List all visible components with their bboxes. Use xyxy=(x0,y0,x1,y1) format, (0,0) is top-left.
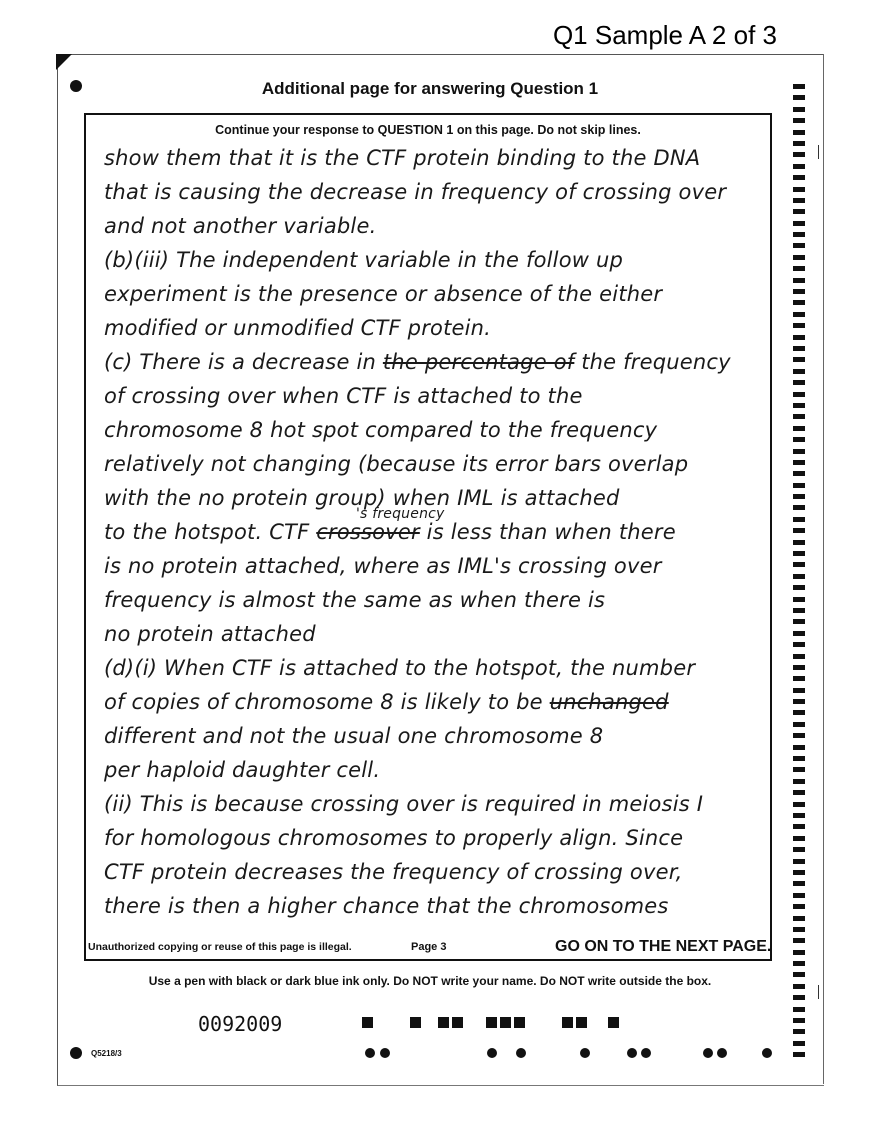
response-text: of copies of chromosome 8 is likely to be xyxy=(104,690,550,714)
timing-mark xyxy=(793,733,805,738)
timing-mark xyxy=(793,824,805,829)
scan-mark xyxy=(410,1017,421,1028)
response-line: there is then a higher chance that the chromosomes xyxy=(104,894,669,918)
timing-mark xyxy=(793,665,805,670)
scan-dot xyxy=(627,1048,637,1058)
timing-mark xyxy=(793,369,805,374)
response-line: with the no protein group) when IML is attached xyxy=(104,486,620,510)
timing-mark xyxy=(793,619,805,624)
timing-mark xyxy=(793,437,805,442)
timing-mark xyxy=(793,187,805,192)
timing-mark xyxy=(793,152,805,157)
timing-mark xyxy=(793,574,805,579)
response-line: show them that it is the CTF protein binding to the DNA xyxy=(104,146,701,170)
response-line: per haploid daughter cell. xyxy=(104,758,381,782)
scan-dot xyxy=(641,1048,651,1058)
timing-mark xyxy=(793,1007,805,1012)
timing-mark xyxy=(793,995,805,1000)
response-line: (b)(iii) The independent variable in the follow up xyxy=(104,248,624,272)
continue-instruction xyxy=(84,123,772,137)
response-line xyxy=(104,350,731,374)
instruction-suffix: on this page. Do not skip lines. xyxy=(453,123,641,137)
timing-mark xyxy=(793,403,805,408)
timing-mark xyxy=(793,881,805,886)
response-line: chromosome 8 hot spot compared to the frequency xyxy=(104,418,658,442)
struck-out-text: the percentage of xyxy=(382,350,575,374)
scan-dot xyxy=(703,1048,713,1058)
timing-mark xyxy=(793,756,805,761)
timing-mark xyxy=(793,585,805,590)
timing-mark xyxy=(793,198,805,203)
timing-mark xyxy=(793,927,805,932)
timing-mark xyxy=(793,175,805,180)
response-line: (d)(i) When CTF is attached to the hotspot, the number xyxy=(104,656,696,680)
response-text: is less than when there xyxy=(419,520,676,544)
corner-registration-mark xyxy=(56,54,72,70)
timing-mark xyxy=(793,802,805,807)
timing-mark xyxy=(793,984,805,989)
copyright-notice: Unauthorized copying or reuse of this page is illegal. xyxy=(88,941,352,953)
scan-mark xyxy=(514,1017,525,1028)
scan-mark xyxy=(438,1017,449,1028)
barcode-number: 0092009 xyxy=(198,1012,283,1036)
timing-mark xyxy=(793,597,805,602)
timing-mark xyxy=(793,972,805,977)
scan-mark xyxy=(608,1017,619,1028)
timing-mark xyxy=(793,426,805,431)
timing-mark xyxy=(793,289,805,294)
response-line: of crossing over when CTF is attached to the xyxy=(104,384,583,408)
timing-mark xyxy=(793,961,805,966)
timing-mark xyxy=(793,141,805,146)
response-line xyxy=(104,520,676,544)
timing-mark xyxy=(793,130,805,135)
scan-dot xyxy=(717,1048,727,1058)
edge-tick xyxy=(818,985,825,999)
scan-mark xyxy=(500,1017,511,1028)
response-line: for homologous chromosomes to properly align. Since xyxy=(104,826,684,850)
scan-dot xyxy=(487,1048,497,1058)
timing-mark xyxy=(793,722,805,727)
timing-mark xyxy=(793,562,805,567)
inserted-text: 's frequency xyxy=(356,506,445,522)
timing-mark xyxy=(793,460,805,465)
response-line xyxy=(104,690,669,714)
timing-mark xyxy=(793,380,805,385)
response-text: (c) There is a decrease in xyxy=(104,350,383,374)
timing-track xyxy=(793,84,805,1064)
response-line: relatively not changing (because its error bars overlap xyxy=(104,452,689,476)
timing-mark xyxy=(793,1018,805,1023)
response-line: different and not the usual one chromosome 8 xyxy=(104,724,604,748)
timing-mark xyxy=(793,859,805,864)
response-line: and not another variable. xyxy=(104,214,377,238)
response-line: is no protein attached, where as IML's crossing over xyxy=(104,554,662,578)
response-line: no protein attached xyxy=(104,622,316,646)
response-line: frequency is almost the same as when there is xyxy=(104,588,606,612)
timing-mark xyxy=(793,483,805,488)
timing-mark xyxy=(793,893,805,898)
timing-mark xyxy=(793,471,805,476)
timing-mark xyxy=(793,1029,805,1034)
timing-mark xyxy=(793,528,805,533)
form-code: Q5218/3 xyxy=(91,1049,122,1058)
timing-mark xyxy=(793,938,805,943)
timing-mark xyxy=(793,790,805,795)
timing-mark xyxy=(793,847,805,852)
timing-mark xyxy=(793,904,805,909)
timing-mark xyxy=(793,688,805,693)
scan-mark xyxy=(562,1017,573,1028)
timing-mark xyxy=(793,1041,805,1046)
timing-mark xyxy=(793,209,805,214)
timing-mark xyxy=(793,916,805,921)
timing-mark xyxy=(793,278,805,283)
timing-mark xyxy=(793,654,805,659)
timing-mark xyxy=(793,357,805,362)
pen-instruction: Use a pen with black or dark blue ink only. Do NOT write your name. Do NOT write outside the box. xyxy=(148,974,712,988)
timing-mark xyxy=(793,710,805,715)
timing-mark xyxy=(793,414,805,419)
timing-mark xyxy=(793,392,805,397)
response-text: the frequency xyxy=(574,350,731,374)
response-line: modified or unmodified CTF protein. xyxy=(104,316,492,340)
sample-label: Q1 Sample A 2 of 3 xyxy=(552,20,777,50)
timing-mark xyxy=(793,107,805,112)
timing-mark xyxy=(793,323,805,328)
timing-mark xyxy=(793,300,805,305)
timing-mark xyxy=(793,699,805,704)
timing-mark xyxy=(793,95,805,100)
timing-mark xyxy=(793,335,805,340)
registration-dot xyxy=(70,1047,82,1059)
timing-mark xyxy=(793,551,805,556)
timing-mark xyxy=(793,642,805,647)
timing-mark xyxy=(793,243,805,248)
timing-mark xyxy=(793,1052,805,1057)
scan-mark xyxy=(452,1017,463,1028)
response-text: to the hotspot. CTF xyxy=(104,520,317,544)
timing-mark xyxy=(793,505,805,510)
timing-mark xyxy=(793,676,805,681)
response-line: (ii) This is because crossing over is required in meiosis I xyxy=(104,792,704,816)
scan-dot xyxy=(380,1048,390,1058)
instruction-question: QUESTION 1 xyxy=(377,123,454,137)
timing-mark xyxy=(793,164,805,169)
timing-mark xyxy=(793,84,805,89)
timing-mark xyxy=(793,517,805,522)
timing-mark xyxy=(793,813,805,818)
response-line: CTF protein decreases the frequency of crossing over, xyxy=(104,860,683,884)
timing-mark xyxy=(793,449,805,454)
timing-mark xyxy=(793,608,805,613)
timing-mark xyxy=(793,767,805,772)
timing-mark xyxy=(793,232,805,237)
struck-out-text: unchanged xyxy=(549,690,669,714)
timing-mark xyxy=(793,346,805,351)
instruction-prefix: Continue your response to xyxy=(215,123,378,137)
timing-mark xyxy=(793,745,805,750)
scan-mark xyxy=(576,1017,587,1028)
scan-mark xyxy=(486,1017,497,1028)
edge-tick xyxy=(818,145,825,159)
page-header-title: Additional page for answering Question 1 xyxy=(261,79,599,98)
next-page-notice: GO ON TO THE NEXT PAGE. xyxy=(555,938,772,955)
scan-mark xyxy=(362,1017,373,1028)
struck-out-text: crossover xyxy=(316,520,420,544)
timing-mark xyxy=(793,266,805,271)
timing-mark xyxy=(793,836,805,841)
timing-mark xyxy=(793,779,805,784)
response-line: that is causing the decrease in frequency of crossing over xyxy=(104,180,727,204)
timing-mark xyxy=(793,631,805,636)
timing-mark xyxy=(793,221,805,226)
right-edge-rule xyxy=(823,54,824,1084)
timing-mark xyxy=(793,118,805,123)
timing-mark xyxy=(793,255,805,260)
scan-dot xyxy=(365,1048,375,1058)
timing-mark xyxy=(793,540,805,545)
timing-mark xyxy=(793,950,805,955)
timing-mark xyxy=(793,870,805,875)
timing-mark xyxy=(793,312,805,317)
response-line: experiment is the presence or absence of the either xyxy=(104,282,663,306)
timing-mark xyxy=(793,494,805,499)
scan-dot xyxy=(516,1048,526,1058)
page-number: Page 3 xyxy=(411,941,447,953)
scan-dot xyxy=(762,1048,772,1058)
scan-dot xyxy=(580,1048,590,1058)
